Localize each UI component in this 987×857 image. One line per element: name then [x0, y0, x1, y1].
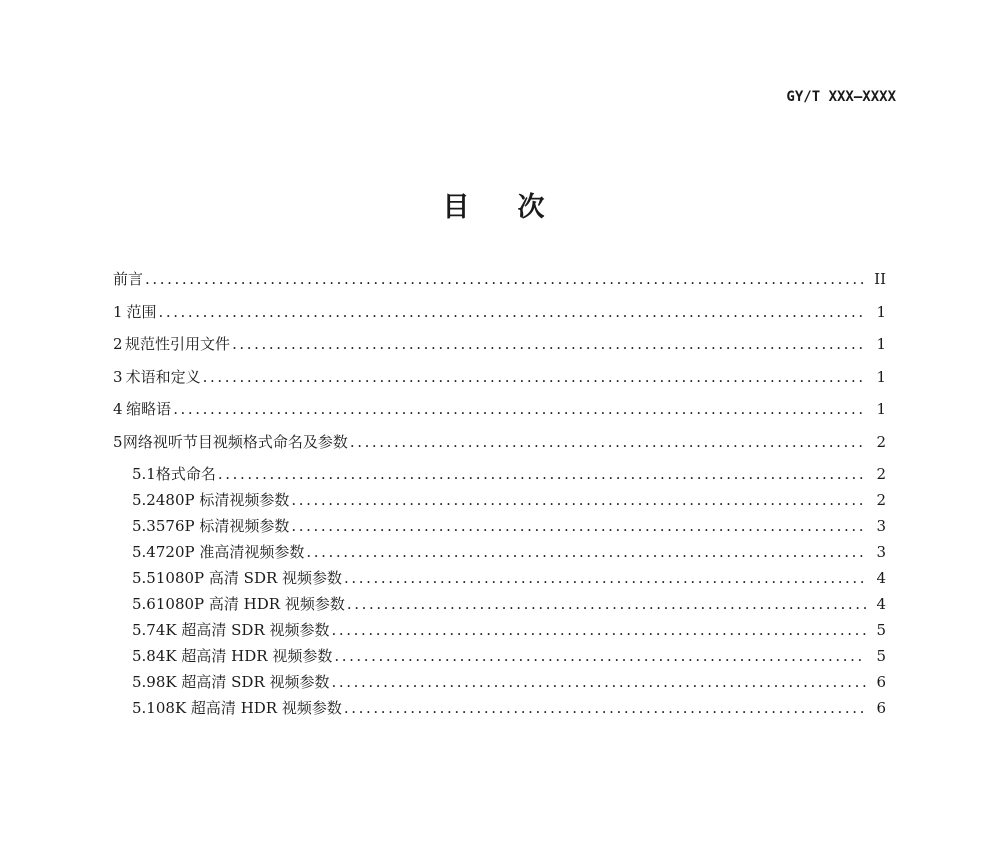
toc-entry-label: 8K 超高清 SDR 视频参数: [155, 673, 330, 691]
toc-entry-label: 720P 准高清视频参数: [155, 543, 305, 561]
toc-leader-dots: [145, 270, 866, 288]
toc-entry-page: 6: [876, 673, 886, 691]
toc-leader-dots: [347, 595, 866, 613]
toc-leader-dots: [306, 543, 866, 561]
toc-entry-number: 5.3: [132, 517, 156, 535]
page-title: [0, 185, 987, 224]
toc-entry-label: 8K 超高清 HDR 视频参数: [165, 699, 342, 717]
toc-entry-page: II: [874, 270, 886, 288]
toc-entry-number: 4: [113, 400, 123, 418]
toc-entry-page: 1: [876, 367, 886, 386]
toc-subentry[interactable]: [113, 541, 886, 567]
toc-entry-number: 3: [113, 367, 123, 386]
toc-entry-label: 4K 超高清 HDR 视频参数: [155, 647, 333, 665]
toc-entry-label: 576P 标清视频参数: [155, 517, 290, 535]
toc-leader-dots: [291, 517, 866, 535]
toc-leader-dots: [158, 303, 866, 321]
toc-subentry[interactable]: [113, 697, 886, 723]
toc-entry-number: 5: [113, 432, 123, 451]
toc-entry-label: 前言: [113, 270, 144, 288]
toc-entry-page: 1: [876, 335, 886, 353]
toc-entry-label: 规范性引用文件: [125, 335, 231, 353]
title-char-1: 目: [442, 192, 470, 223]
toc-entry[interactable]: [113, 398, 886, 431]
toc-subentry[interactable]: [113, 463, 886, 489]
toc-entry-number: 1: [113, 302, 123, 321]
toc-subentry[interactable]: [113, 619, 886, 645]
toc-leader-dots: [344, 699, 866, 717]
toc-entry-page: 3: [876, 517, 886, 535]
toc-entry-page: 4: [876, 569, 886, 587]
toc-entry-page: 1: [876, 302, 886, 321]
toc-entry[interactable]: [113, 431, 886, 464]
toc-leader-dots: [291, 491, 866, 509]
toc-subentry[interactable]: [113, 593, 886, 619]
toc-entry-number: 5.6: [132, 595, 156, 613]
toc-leader-dots: [332, 621, 866, 639]
toc-entry-label: 1080P 高清 SDR 视频参数: [155, 569, 343, 587]
toc-leader-dots: [332, 673, 866, 691]
toc-entry-label: 术语和定义: [125, 367, 201, 386]
standard-code: GY/T XXX—XXXX: [786, 89, 896, 105]
toc-entry-number: 2: [113, 335, 123, 353]
toc-entry-page: 1: [876, 400, 886, 418]
toc-entry[interactable]: [113, 366, 886, 399]
toc-entry-number: 5.8: [132, 647, 156, 665]
toc-entry-page: 3: [876, 543, 886, 561]
toc-entry-number: 5.1: [132, 465, 156, 483]
toc-entry-number: 5.10: [132, 699, 166, 717]
toc-entry-label: 1080P 高清 HDR 视频参数: [155, 595, 345, 613]
table-of-contents: [113, 268, 886, 723]
toc-subentry[interactable]: [113, 671, 886, 697]
toc-leader-dots: [218, 465, 866, 483]
toc-entry-number: 5.2: [132, 491, 156, 509]
toc-entry[interactable]: [113, 268, 886, 301]
toc-subentry[interactable]: [113, 489, 886, 515]
toc-entry-label: 缩略语: [126, 400, 172, 418]
toc-entry-label: 格式命名: [155, 465, 216, 483]
toc-entry-page: 4: [876, 595, 886, 613]
toc-entry-label: 4K 超高清 SDR 视频参数: [155, 621, 330, 639]
toc-entry-page: 5: [876, 647, 886, 665]
toc-entry-label: 范围: [126, 302, 157, 321]
toc-subentry[interactable]: [113, 567, 886, 593]
toc-entry-label: 网络视听节目视频格式命名及参数: [122, 432, 348, 451]
toc-leader-dots: [344, 569, 866, 587]
toc-leader-dots: [203, 368, 866, 386]
toc-entry[interactable]: [113, 301, 886, 334]
toc-entry-number: 5.7: [132, 621, 156, 639]
toc-entry[interactable]: [113, 333, 886, 366]
toc-leader-dots: [173, 400, 866, 418]
toc-entry-page: 2: [876, 465, 886, 483]
toc-entry-page: 2: [876, 491, 886, 509]
toc-entry-page: 5: [876, 621, 886, 639]
toc-entry-number: 5.9: [132, 673, 156, 691]
toc-subentry[interactable]: [113, 645, 886, 671]
toc-entry-label: 480P 标清视频参数: [155, 491, 290, 509]
toc-entry-page: 2: [876, 432, 886, 451]
toc-leader-dots: [232, 335, 866, 353]
toc-leader-dots: [334, 647, 866, 665]
toc-leader-dots: [350, 433, 866, 451]
toc-entry-number: 5.4: [132, 543, 156, 561]
title-char-2: 次: [517, 192, 545, 223]
toc-subentry[interactable]: [113, 515, 886, 541]
toc-entry-page: 6: [876, 699, 886, 717]
toc-entry-number: 5.5: [132, 569, 156, 587]
